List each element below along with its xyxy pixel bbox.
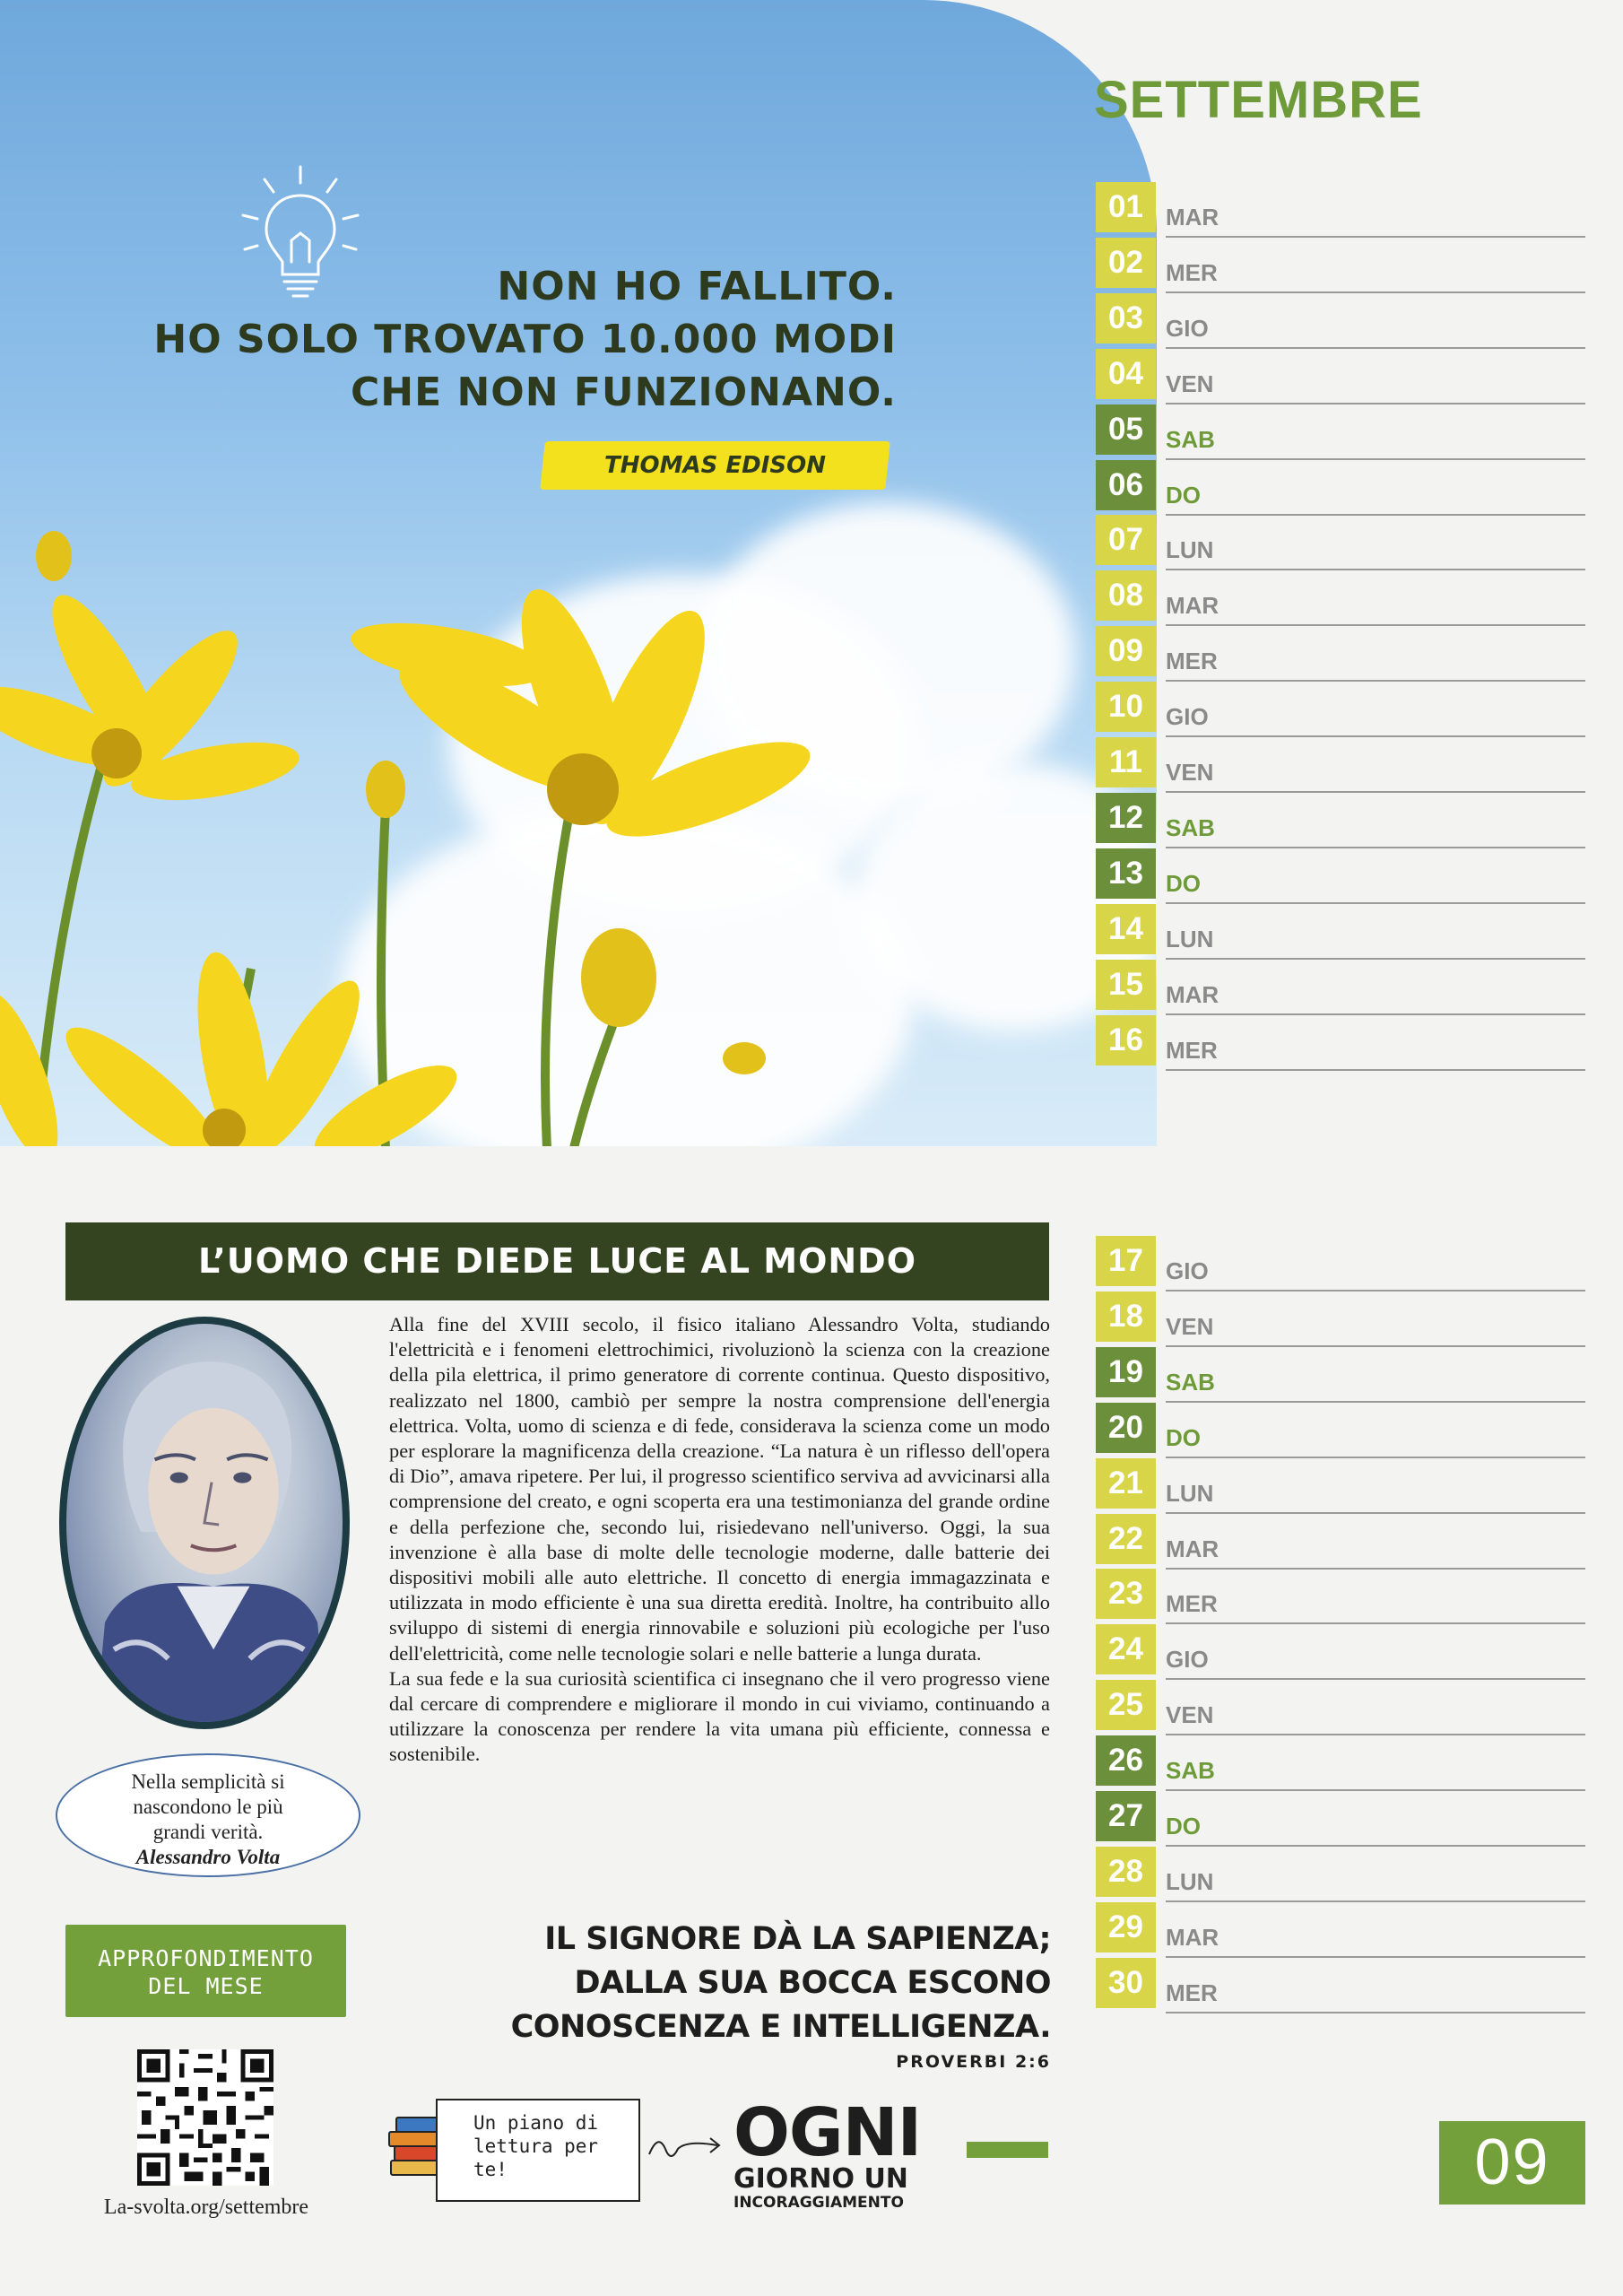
- calendar-day-number: 08: [1096, 570, 1156, 621]
- calendar-day-row: [1096, 1902, 1585, 1958]
- calendar-day-number: 01: [1096, 182, 1156, 232]
- approfondimento-label: DEL MESE: [148, 1973, 264, 1999]
- flowers-illustration: [0, 520, 1157, 1146]
- article-heading: L’UOMO CHE DIEDE LUCE AL MONDO: [65, 1222, 1049, 1300]
- calendar-day-row: [1096, 1569, 1585, 1624]
- calendar-day-row: [1096, 960, 1585, 1015]
- article-paragraph: Alla fine del XVIII secolo, il fisico italiano Alessandro Volta, studiando l'elettricità e i fenomeni elettrochimici, rivoluzionò la scienza con la creazione della pila elettrica, il primo generatore di corrente continua. Questo dispositivo, realizzato nel 1800, cambiò per sempre la nostra comprensione dell'energia elettrica. Volta, uomo di scienza e di fede, considerava la scienza come un modo per esplorare la magnificenza della creazione. “La natura è un riflesso dell'opera di Dio”, amava ripetere. Per lui, il progresso scientifico serviva ad avvicinarsi alla comprensione del creato, e ogni scoperta era una testimonianza del grande ordine e della perfezione che, secondo lui, risiedevano nell'universo. Oggi, la sua invenzione è alla base di molte delle tecnologie moderne, dalle batterie dei dispositivi mobili alle auto elettriche. Il concetto di energia immagazzinata e utilizzata in modo efficiente è una sua diretta eredità. Inoltre, ha contribuito allo sviluppo di sistemi di energia rinnovabile e soluzioni più ecologiche per l'uso dell'elettricità, come nelle tecnologie solari e nelle batterie a lunga durata.: [389, 1313, 1050, 1665]
- calendar-day-row: [1096, 1292, 1585, 1347]
- calendar-day-number: 24: [1096, 1624, 1156, 1674]
- month-title: SETTEMBRE: [1094, 71, 1423, 129]
- caption-author: Alessandro Volta: [135, 1846, 281, 1868]
- calendar-day-name: MER: [1166, 1037, 1218, 1064]
- calendar-day-number: 02: [1096, 238, 1156, 288]
- calendar-day-row: [1096, 1680, 1585, 1735]
- calendar-day-number: 10: [1096, 682, 1156, 732]
- verse-line: IL SIGNORE DÀ LA SAPIENZA;: [544, 1921, 1051, 1957]
- calendar-day-number: 23: [1096, 1569, 1156, 1619]
- brand-line-mid: GIORNO UN: [733, 2163, 908, 2195]
- calendar-day-name: LUN: [1166, 536, 1214, 563]
- calendar-day-row: [1096, 404, 1585, 460]
- calendar-day-name: MAR: [1166, 592, 1219, 619]
- calendar-day-row: [1096, 1015, 1585, 1071]
- calendar-day-number: 05: [1096, 404, 1156, 455]
- verse-line: DALLA SUA BOCCA ESCONO: [574, 1965, 1051, 2001]
- portrait-image: [66, 1324, 343, 1722]
- calendar-day-name: MAR: [1166, 1535, 1219, 1562]
- calendar-day-line: [1166, 2012, 1585, 2013]
- article-body: [389, 1312, 1050, 1768]
- qr-url[interactable]: La-svolta.org/settembre: [103, 2196, 309, 2219]
- calendar-day-row: [1096, 848, 1585, 904]
- calendar-day-number: 13: [1096, 848, 1156, 899]
- calendar-day-number: 28: [1096, 1847, 1156, 1897]
- quote-line: HO SOLO TROVATO 10.000 MODI: [153, 317, 897, 362]
- calendar-day-name: DO: [1166, 870, 1201, 897]
- portrait-frame: [59, 1317, 350, 1729]
- calendar-day-number: 06: [1096, 460, 1156, 510]
- calendar-day-number: 16: [1096, 1015, 1156, 1065]
- calendar-day-number: 18: [1096, 1292, 1156, 1342]
- calendar-day-name: MER: [1166, 1979, 1218, 2006]
- calendar-day-number: 15: [1096, 960, 1156, 1010]
- calendar-day-name: VEN: [1166, 1313, 1214, 1340]
- calendar-day-name: MAR: [1166, 981, 1219, 1008]
- calendar-day-number: 29: [1096, 1902, 1156, 1952]
- calendar-day-row: [1096, 626, 1585, 682]
- calendar-day-name: DO: [1166, 1813, 1201, 1839]
- calendar-day-row: [1096, 238, 1585, 293]
- calendar-day-row: [1096, 1458, 1585, 1514]
- caption-line: nascondono le più: [133, 1796, 283, 1818]
- reading-plan-box[interactable]: [436, 2099, 640, 2202]
- calendar-day-name: SAB: [1166, 1757, 1215, 1784]
- calendar-day-row: [1096, 1236, 1585, 1292]
- calendar-day-number: 30: [1096, 1958, 1156, 2008]
- calendar-day-name: VEN: [1166, 370, 1214, 397]
- calendar-day-number: 12: [1096, 793, 1156, 843]
- calendar-day-number: 03: [1096, 293, 1156, 344]
- calendar-day-number: 27: [1096, 1791, 1156, 1841]
- quote-caption-bubble: [56, 1753, 360, 1877]
- calendar-day-name: DO: [1166, 1424, 1201, 1451]
- caption-line: Nella semplicità si: [131, 1770, 285, 1793]
- calendar-day-row: [1096, 1514, 1585, 1570]
- calendar-day-name: GIO: [1166, 1646, 1209, 1673]
- hero-image: [0, 0, 1157, 1146]
- calendar-day-name: MER: [1166, 259, 1218, 286]
- calendar-day-line: [1166, 1069, 1585, 1071]
- calendar-day-row: [1096, 682, 1585, 737]
- calendar-day-row: [1096, 570, 1585, 626]
- calendar-day-number: 09: [1096, 626, 1156, 676]
- calendar-day-number: 17: [1096, 1236, 1156, 1286]
- calendar-day-name: GIO: [1166, 315, 1209, 342]
- calendar-day-name: SAB: [1166, 426, 1215, 453]
- calendar-day-name: MER: [1166, 648, 1218, 674]
- calendar-day-row: [1096, 1403, 1585, 1458]
- calendar-day-number: 26: [1096, 1735, 1156, 1786]
- arrow-right-icon: [646, 2124, 726, 2169]
- calendar-day-row: [1096, 293, 1585, 349]
- calendar-day-name: DO: [1166, 482, 1201, 509]
- month-number: 09: [1439, 2121, 1585, 2205]
- calendar-day-row: [1096, 793, 1585, 848]
- calendar-day-name: GIO: [1166, 703, 1209, 730]
- approfondimento-label: APPROFONDIMENTO: [98, 1945, 314, 1971]
- calendar-day-name: VEN: [1166, 1701, 1214, 1728]
- calendar-day-row: [1096, 1791, 1585, 1847]
- calendar-day-row: [1096, 1958, 1585, 2013]
- calendar-day-name: LUN: [1166, 926, 1214, 952]
- verse-line: CONOSCENZA E INTELLIGENZA.: [510, 2009, 1051, 2045]
- quote-line: CHE NON FUNZIONANO.: [350, 370, 897, 415]
- verse-reference: PROVERBI 2:6: [896, 2052, 1051, 2072]
- calendar-day-row: [1096, 737, 1585, 793]
- brand-line-big: OGNI: [733, 2094, 922, 2171]
- calendar-day-number: 25: [1096, 1680, 1156, 1730]
- calendar-day-row: [1096, 349, 1585, 404]
- calendar-day-number: 20: [1096, 1403, 1156, 1453]
- quote-author: THOMAS EDISON: [604, 452, 826, 479]
- reading-plan-line: lettura per: [473, 2135, 599, 2157]
- calendar-day-row: [1096, 1624, 1585, 1680]
- calendar-day-number: 21: [1096, 1458, 1156, 1509]
- calendar-day-number: 07: [1096, 515, 1156, 565]
- calendar-day-name: VEN: [1166, 759, 1214, 786]
- caption-line: grandi verità.: [152, 1821, 264, 1843]
- calendar-day-name: MAR: [1166, 1924, 1219, 1951]
- calendar-day-row: [1096, 460, 1585, 516]
- calendar-day-name: SAB: [1166, 1369, 1215, 1396]
- bible-verse: [511, 1918, 1051, 2049]
- calendar-day-name: GIO: [1166, 1257, 1209, 1284]
- calendar-day-number: 22: [1096, 1514, 1156, 1564]
- calendar-day-row: [1096, 1347, 1585, 1403]
- calendar-day-row: [1096, 904, 1585, 960]
- calendar-day-row: [1096, 515, 1585, 570]
- article-paragraph: La sua fede e la sua curiosità scientifica ci insegnano che il vero progresso viene dal cercare di comprendere e migliorare il mondo in cui viviamo, continuando a utilizzare la conoscenza per rendere la vita umana più efficiente, connessa e sostenibile.: [389, 1666, 1050, 1766]
- calendar-day-name: MAR: [1166, 204, 1219, 230]
- calendar-day-number: 11: [1096, 737, 1156, 787]
- calendar-day-row: [1096, 1735, 1585, 1791]
- brand-logo: [733, 2094, 922, 2212]
- calendar-day-number: 14: [1096, 904, 1156, 954]
- calendar-day-name: MER: [1166, 1590, 1218, 1617]
- reading-plan-line: Un piano di: [473, 2112, 599, 2134]
- quote-author-banner: [540, 441, 890, 490]
- qr-code-icon[interactable]: [137, 2049, 273, 2186]
- calendar-day-number: 04: [1096, 349, 1156, 399]
- calendar-day-row: [1096, 1847, 1585, 1902]
- calendar-day-name: LUN: [1166, 1480, 1214, 1507]
- calendar-day-row: [1096, 182, 1585, 238]
- quote-line: NON HO FALLITO.: [497, 264, 897, 309]
- approfondimento-button[interactable]: [65, 1925, 346, 2017]
- reading-plan-line: te!: [473, 2159, 508, 2180]
- hero-quote: [153, 260, 897, 419]
- brand-line-small: INCORAGGIAMENTO: [733, 2194, 904, 2212]
- calendar-day-name: SAB: [1166, 814, 1215, 841]
- decorative-divider: [967, 2142, 1048, 2158]
- calendar-day-number: 19: [1096, 1347, 1156, 1397]
- calendar-day-name: LUN: [1166, 1868, 1214, 1895]
- volta-portrait-illustration: [66, 1324, 343, 1722]
